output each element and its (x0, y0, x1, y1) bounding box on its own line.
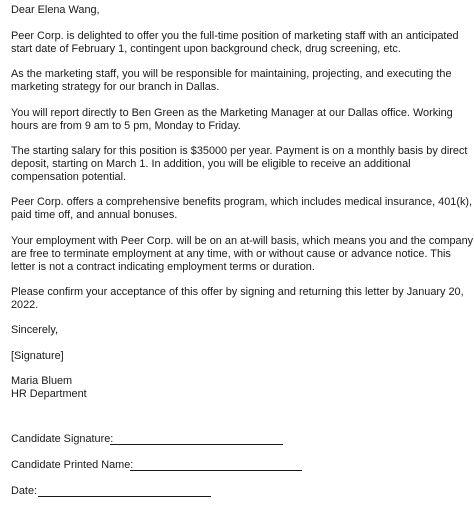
closing: Sincerely, (11, 324, 59, 336)
candidate-printed-name-row (11, 459, 133, 472)
paragraph-line: The starting salary for this position is $35000 per year. Payment is on a monthly basis by direct (11, 145, 468, 157)
paragraph-line: Please confirm your acceptance of this offer by signing and returning this letter by January 20, (11, 286, 464, 298)
salutation: Dear Elena Wang, (11, 4, 100, 16)
paragraph-line: paid time off, and annual bonuses. (11, 209, 178, 221)
paragraph-line: Peer Corp. offers a comprehensive benefits program, which includes medical insurance, 401(k), (11, 196, 473, 208)
paragraph-line: start date of February 1, contingent upon background check, drug screening, etc. (11, 43, 401, 55)
date-row (11, 485, 37, 498)
paragraph-line: deposit, starting on March 1. In addition, you will be eligible to receive an additional (11, 158, 411, 170)
paragraph-line: hours are from 9 am to 5 pm, Monday to Friday. (11, 120, 241, 132)
paragraph-line: marketing strategy for our branch in Dallas. (11, 81, 220, 93)
signature-placeholder: [Signature] (11, 350, 64, 362)
paragraph-line: letter is not a contract indicating employment terms or duration. (11, 261, 315, 273)
sender-name: Maria Bluem (11, 375, 73, 387)
paragraph-line: As the marketing staff, you will be responsible for maintaining, projecting, and executing the (11, 68, 452, 80)
candidate-signature-field[interactable] (110, 444, 283, 445)
candidate-printed-name-field[interactable] (130, 470, 302, 471)
paragraph-line: 2022. (11, 299, 39, 311)
paragraph-line: Peer Corp. is delighted to offer you the full-time position of marketing staff with an anticipated (11, 30, 459, 42)
candidate-signature-label: Candidate Signature: (11, 433, 114, 445)
date-field[interactable] (38, 496, 211, 497)
paragraph-line: Your employment with Peer Corp. will be on an at-will basis, which means you and the company (11, 235, 474, 247)
paragraph-line: compensation potential. (11, 171, 127, 183)
date-label: Date: (11, 485, 38, 497)
candidate-signature-row (11, 433, 113, 446)
candidate-printed-name-label: Candidate Printed Name: (11, 459, 134, 471)
paragraph-line: You will report directly to Ben Green as the Marketing Manager at our Dallas office. Working (11, 107, 453, 119)
sender-department: HR Department (11, 388, 87, 400)
paragraph-line: are free to terminate employment at any time, with or without cause or advance notice. This (11, 248, 451, 260)
